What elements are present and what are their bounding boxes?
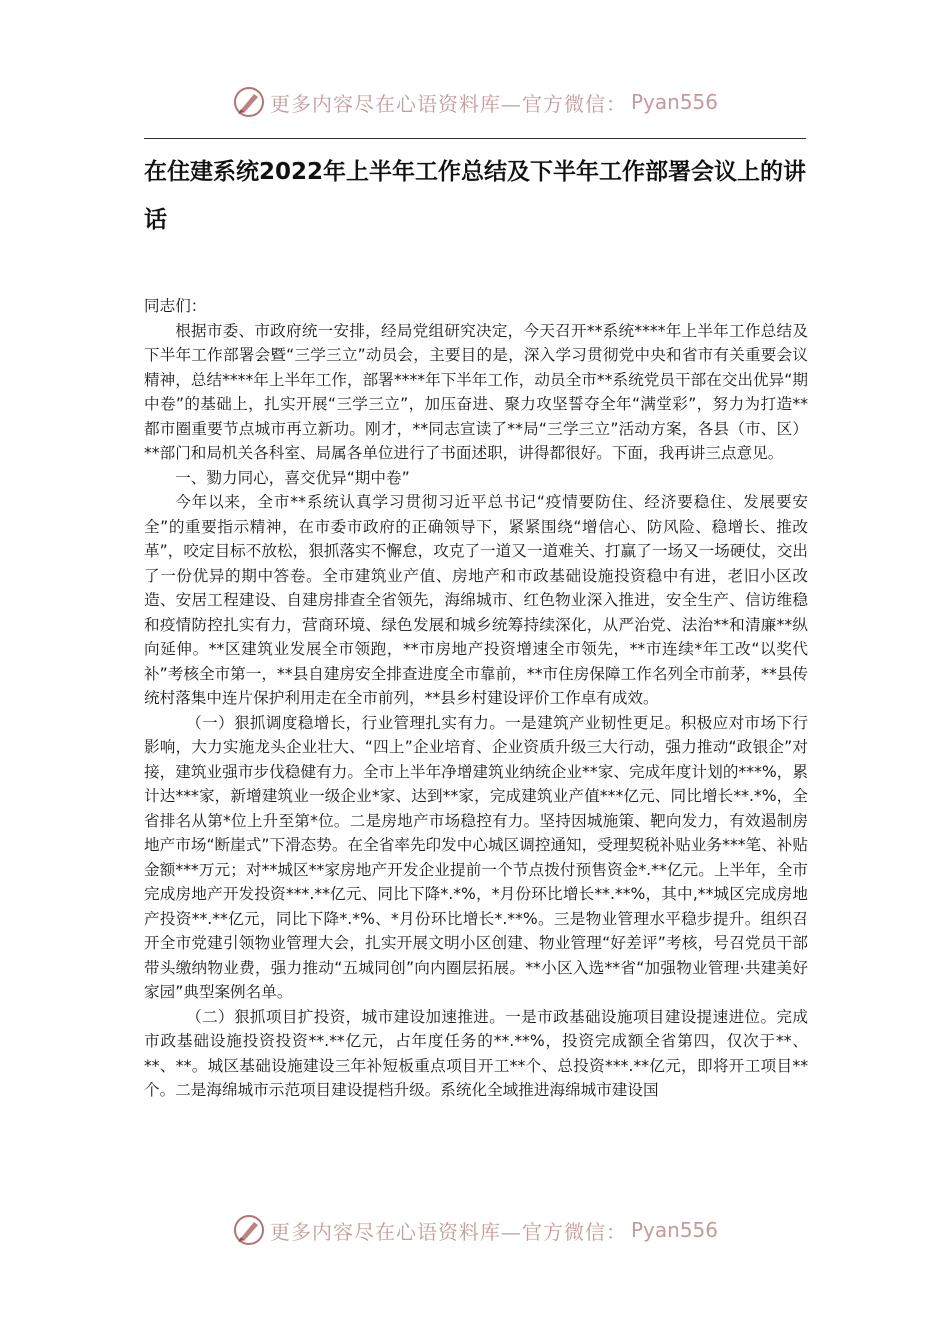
footer-banner: [0, 1210, 950, 1250]
paragraph-overview: 今年以来，全市**系统认真学习贯彻习近平总书记“疫情要防住、经济要稳住、发展要安全”的重要指示精神，在市委市政府的正确领导下，紧紧围绕“增信心、防风险、稳增长、推改革”，咬定目标不放松，狠抓落实不懈怠，攻克了一道又一道难关、打赢了一场又一场硬仗，交出了一份优异的期中答卷。全市建筑业产值、房地产和市政基础设施投资稳中有进，老旧小区改造、安居工程建设、自建房排查全省领先，海绵城市、红色物业深入推进，安全生产、信访维稳和疫情防控扎实有力，营商环境、绿色发展和城乡统筹持续深化，从严治党、法治**和清廉**纵向延伸。**区建筑业发展全市领跑，**市房地产投资增速全市领先，**市连续*年工改“以奖代补”考核全市第一，**县自建房安全排查进度全市靠前，**市住房保障工作名列全市前茅，**县传统村落集中连片保护利用走在全市前列，**县乡村建设评价工作卓有成效。: [144, 493, 808, 707]
section-heading-1: 一、勠力同心，喜交优异“期中卷”: [175, 468, 410, 487]
paragraph-intro: 根据市委、市政府统一安排，经局党组研究决定，今天召开**系统****年上半年工作总结及下半年工作部署会暨“三学三立”动员会，主要目的是，深入学习贯彻党中央和省市有关重要会议精神，总结****年上半年工作，部署****年下半年工作，动员全市**系统党员干部在交出优异“期中卷”的基础上，扎实开展“三学三立”，加压奋进、聚力攻坚誓夺全年“满堂彩”，努力为打造**都市圈重要节点城市再立新功。刚才，**同志宣读了**局“三学三立”活动方案，各县（市、区）**部门和局机关各科室、局属各单位进行了书面述职，讲得都很好。下面，我再讲三点意见。: [144, 321, 808, 462]
header-divider: [144, 138, 806, 139]
banner-wechat-id: Pyan556: [630, 90, 718, 114]
banner-text: 更多内容尽在心语资料库—官方微信：: [269, 91, 627, 116]
banner-wechat-id: Pyan556: [630, 1218, 718, 1242]
paragraph-subsection-2: （二）狠抓项目扩投资，城市建设加速推进。一是市政基础设施项目建设提速进位。完成市政基础设施投资投资**.**亿元，占年度任务的**.**%，投资完成额全省第四，仅次于**、**、**。城区基础设施建设三年补短板重点项目开工**个、总投资***.**亿元，即将开工项目**个。二是海绵城市示范项目建设提档升级。系统化全域推进海绵城市建设国: [144, 1007, 808, 1099]
banner-text: 更多内容尽在心语资料库—官方微信：: [269, 1219, 627, 1244]
document-body: [144, 294, 808, 1103]
paragraph-subsection-1: （一）狠抓调度稳增长，行业管理扎实有力。一是建筑产业韧性更足。积极应对市场下行影响，大力实施龙头企业壮大、“四上”企业培育、企业资质升级三大行动，强力推动“政银企”对接，建筑业强市步伐稳健有力。全市上半年净增建筑业纳统企业**家、完成年度计划的***%，累计达***家，新增建筑业一级企业*家、达到**家，完成建筑业产值***亿元、同比增长**.*%，全省排名从第*位上升至第*位。二是房地产市场稳控有力。坚持因城施策、靶向发力，有效遏制房地产市场“断崖式”下滑态势。在全省率先印发中心城区调控通知，受理契税补贴业务***笔、补贴金额***万元；对**城区**家房地产开发企业提前一个节点拨付预售资金*.**亿元。上半年，全市完成房地产开发投资***.**亿元、同比下降*.*%，*月份环比增长**.**%，其中,**城区完成房地产投资**.**亿元，同比下降*.*%、*月份环比增长*.**%。三是物业管理水平稳步提升。组织召开全市党建引领物业管理大会，扎实开展文明小区创建、物业管理“好差评”考核，号召党员干部带头缴纳物业费，强力推动“五城同创”向内圈层拓展。**小区入选**省“加强物业管理·共建美好家园”典型案例名单。: [144, 713, 808, 1001]
salutation: 同志们：: [144, 297, 207, 315]
pen-nib-logo-icon: [232, 85, 266, 119]
pen-nib-logo-icon: [232, 1213, 266, 1247]
header-banner: [0, 82, 950, 122]
document-title: 在住建系统2022年上半年工作总结及下半年工作部署会议上的讲话: [144, 159, 807, 233]
